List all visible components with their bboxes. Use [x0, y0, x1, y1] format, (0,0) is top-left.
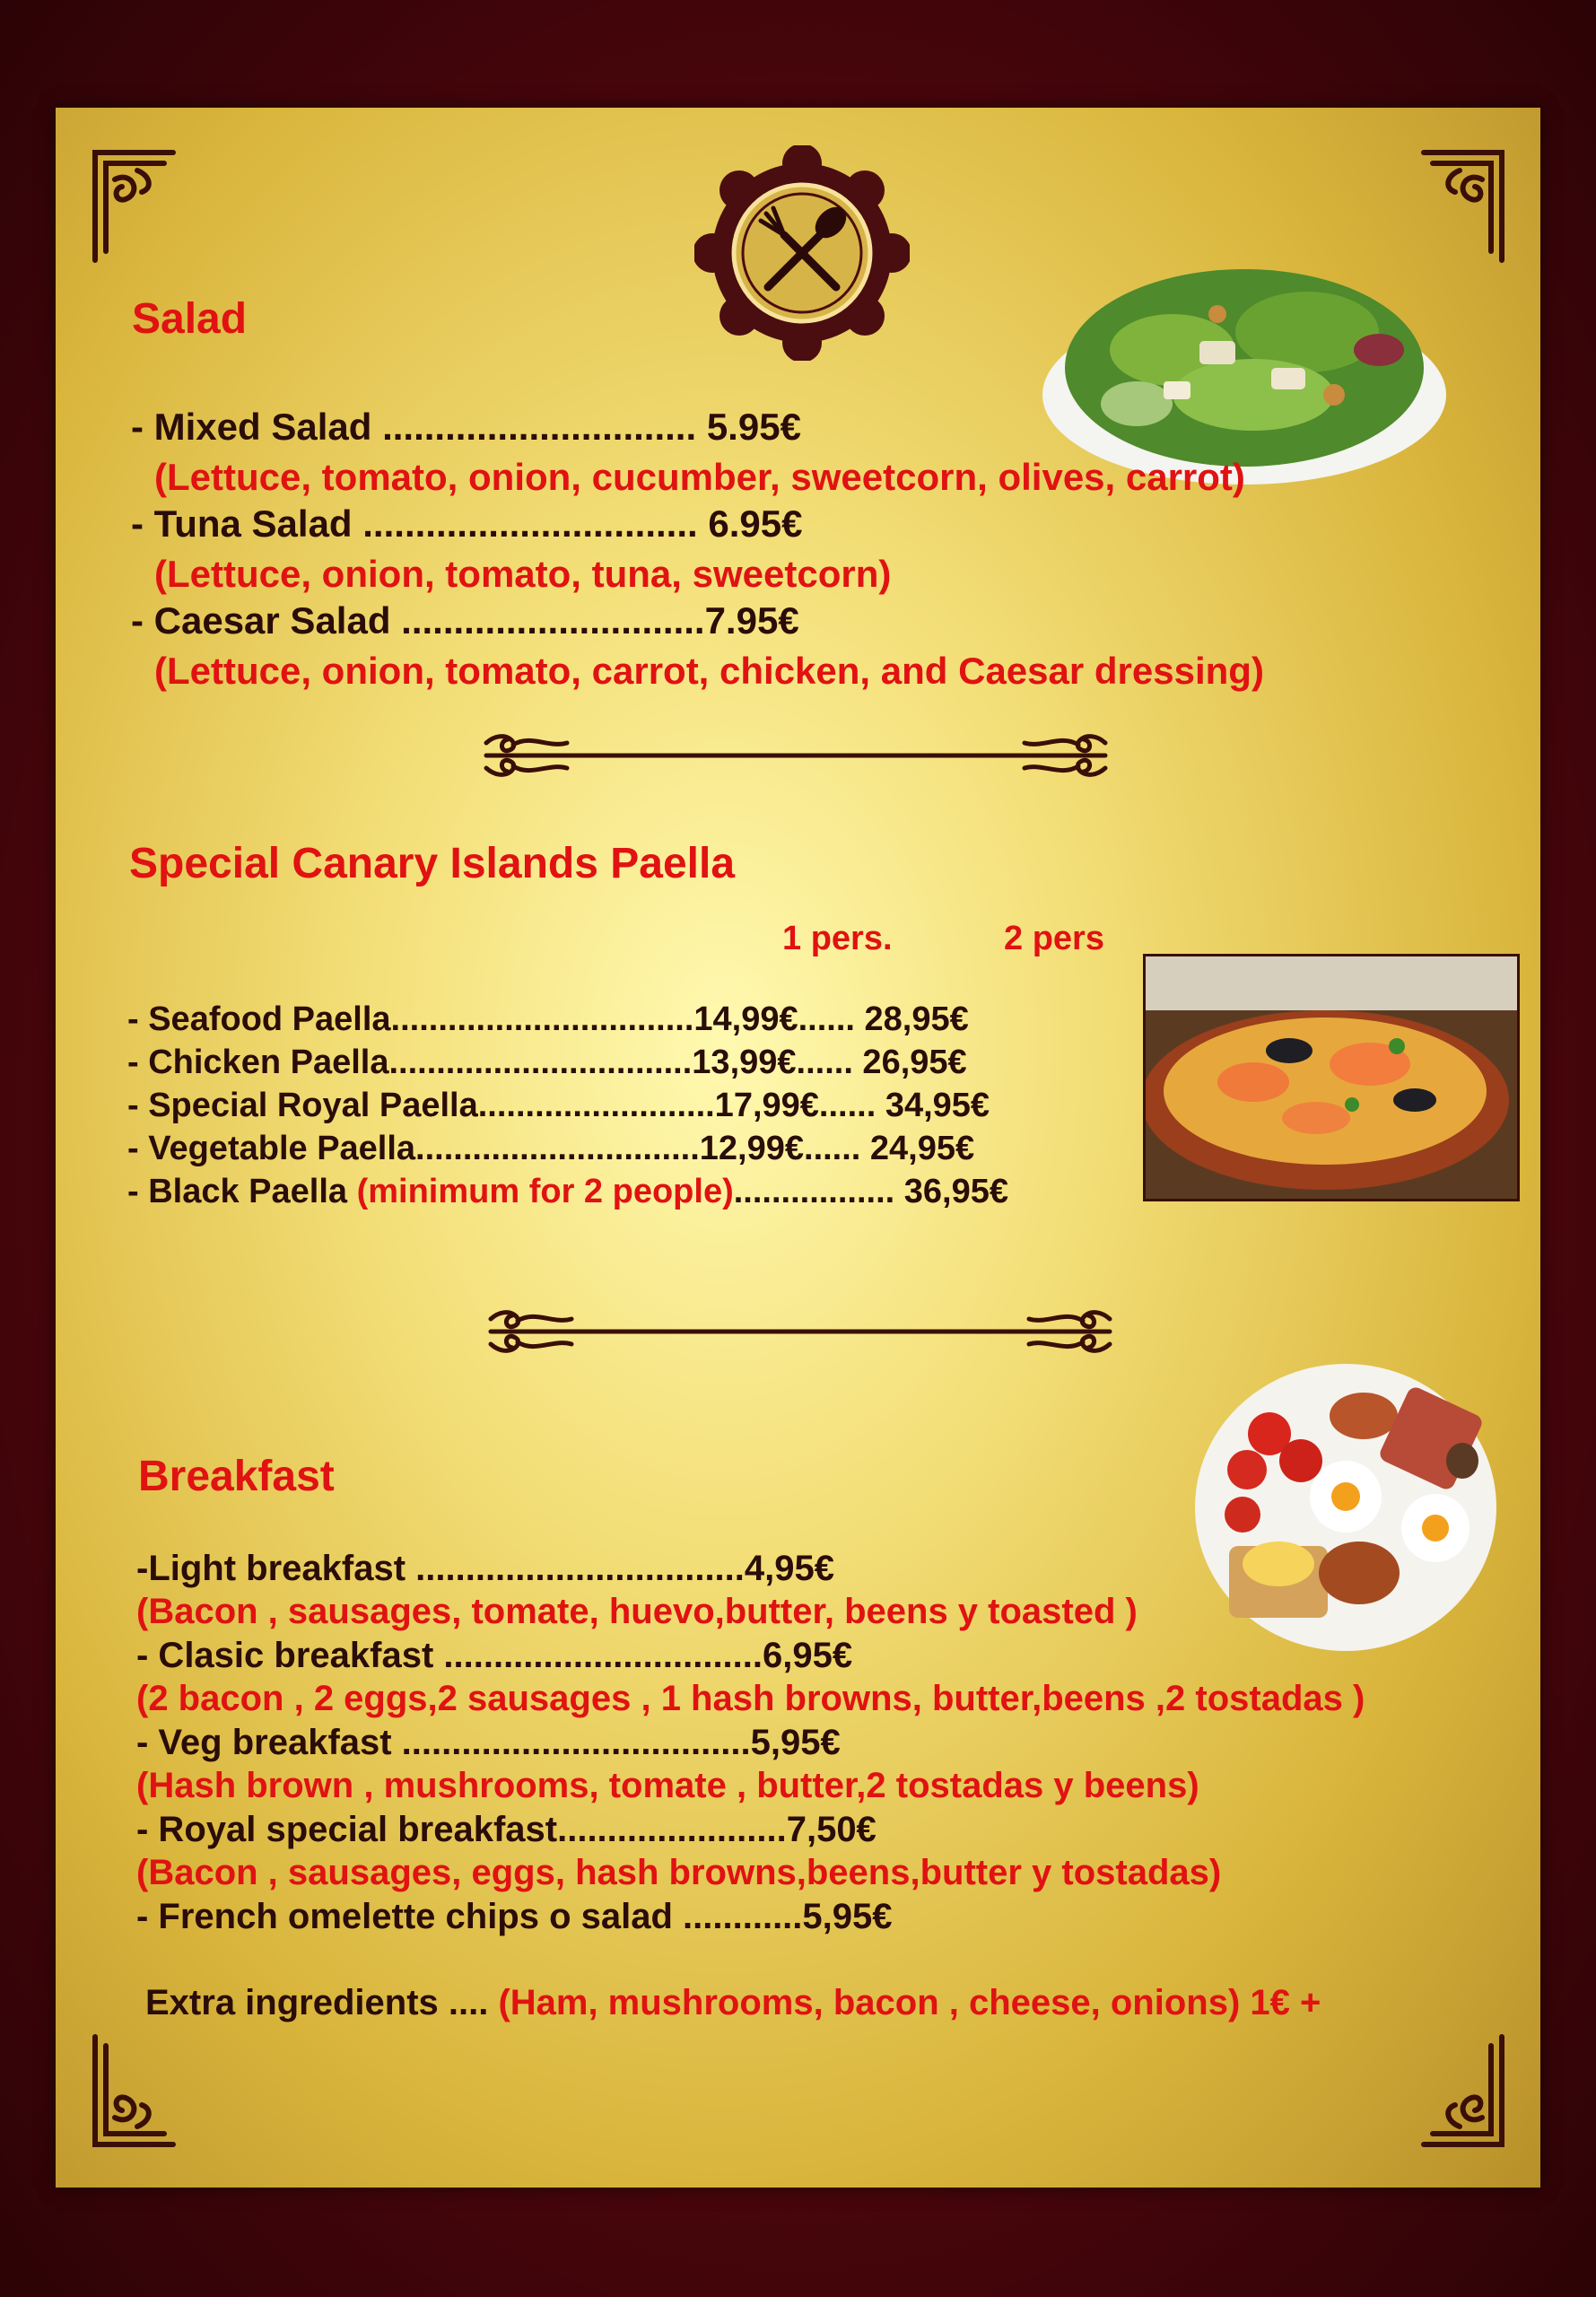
extra-ingredients: Extra ingredients .... (Ham, mushrooms, bacon , cheese, onions) 1€ +: [145, 1983, 1321, 2022]
menu-item-caesar-salad: - Caesar Salad .............................7.95€: [131, 599, 799, 642]
item-description: (Lettuce, tomato, onion, cucumber, sweetcorn, olives, carrot): [154, 456, 1245, 498]
item-description: (2 bacon , 2 eggs,2 sausages , 1 hash browns, butter,beens ,2 tostadas ): [136, 1679, 1365, 1718]
breakfast-title: Breakfast: [138, 1453, 335, 1500]
scroll-divider-icon: [477, 718, 1114, 790]
paella-photo: [1143, 954, 1520, 1201]
menu-item-tuna-salad: - Tuna Salad ................................ 6.95€: [131, 502, 803, 545]
menu-item-royal-paella: - Special Royal Paella.........................17,99€...... 34,95€: [127, 1087, 990, 1124]
ornate-corner-icon: [88, 2028, 178, 2153]
menu-item-veg-breakfast: - Veg breakfast ...................................5,95€: [136, 1723, 841, 1762]
menu-item-chicken-paella: - Chicken Paella................................13,99€...... 26,95€: [127, 1044, 967, 1081]
item-description: (Hash brown , mushrooms, tomate , butter,2 tostadas y beens): [136, 1766, 1199, 1805]
item-description: (Lettuce, onion, tomato, carrot, chicken, and Caesar dressing): [154, 650, 1264, 692]
salad-photo: [1038, 224, 1451, 493]
menu-item-vegetable-paella: - Vegetable Paella..............................12,99€...... 24,95€: [127, 1130, 975, 1167]
ornate-corner-icon: [88, 144, 178, 269]
fork-spoon-emblem-icon: [694, 145, 910, 361]
menu-item-mixed-salad: - Mixed Salad .............................. 5.95€: [131, 406, 801, 448]
menu-item-french-omelette: - French omelette chips o salad ............5,95€: [136, 1897, 893, 1936]
column-header-1-person: 1 pers.: [782, 920, 893, 957]
item-description: (Bacon , sausages, tomate, huevo,butter, beens y toasted ): [136, 1592, 1138, 1631]
item-description: (Bacon , sausages, eggs, hash browns,beens,butter y tostadas): [136, 1853, 1222, 1892]
menu-item-black-paella: - Black Paella (minimum for 2 people)................. 36,95€: [127, 1173, 1008, 1210]
paella-title: Special Canary Islands Paella: [129, 840, 736, 887]
breakfast-photo: [1193, 1362, 1498, 1654]
scroll-divider-icon: [482, 1294, 1119, 1366]
menu-panel: [56, 108, 1540, 2188]
menu-item-royal-breakfast: - Royal special breakfast.......................7,50€: [136, 1810, 876, 1849]
salad-title: Salad: [132, 295, 248, 343]
item-description: (Lettuce, onion, tomato, tuna, sweetcorn): [154, 553, 892, 595]
menu-item-clasic-breakfast: - Clasic breakfast ................................6,95€: [136, 1636, 853, 1675]
menu-item-seafood-paella: - Seafood Paella................................14,99€...... 28,95€: [127, 1000, 969, 1038]
ornate-corner-icon: [1419, 2028, 1509, 2153]
menu-item-light-breakfast: -Light breakfast .................................4,95€: [136, 1549, 834, 1588]
column-header-2-persons: 2 pers: [1004, 920, 1104, 957]
